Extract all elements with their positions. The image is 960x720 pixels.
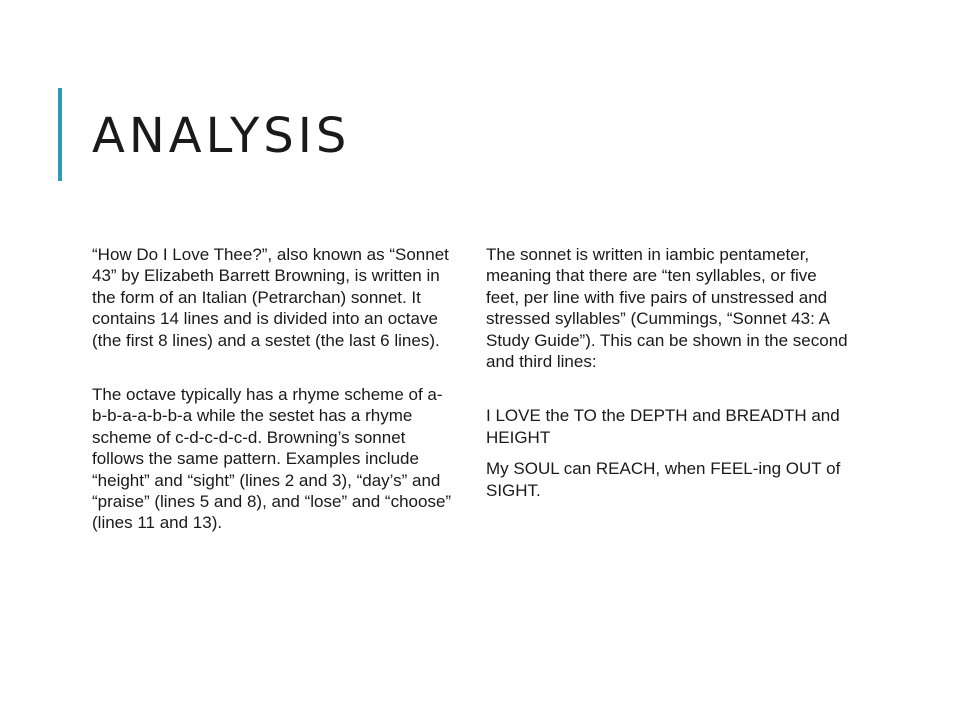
rhyme-scheme-paragraph: The octave typically has a rhyme scheme of a-b-b-a-a-b-b-a while the sestet has a rhyme scheme of c-d-c-d-c-d. Browning’s sonnet follows the same pattern. Examples include “height” and “sight” (lines 2 and 3), “day’s” and “praise” (lines 5 and 8), and “lose” and “choose” (lines 11 and 13). [92, 385, 452, 533]
example-line-2: I LOVE the TO the DEPTH and BREADTH and HEIGHT [486, 406, 840, 447]
slide-title: ANALYSIS [92, 108, 351, 164]
example-line-3: My SOUL can REACH, when FEEL-ing OUT of SIGHT. [486, 459, 841, 500]
left-text-column [92, 244, 452, 534]
right-text-column [486, 244, 850, 501]
title-accent-bar [58, 88, 62, 181]
sonnet-form-paragraph: “How Do I Love Thee?”, also known as “Sonnet 43” by Elizabeth Barrett Browning, is written in the form of an Italian (Petrarchan) sonnet. It contains 14 lines and is divided into an octave (the first 8 lines) and a sestet (the last 6 lines). [92, 245, 449, 350]
meter-paragraph: The sonnet is written in iambic pentameter, meaning that there are “ten syllables, or five feet, per line with five pairs of unstressed and stressed syllables” (Cummings, “Sonnet 43: A Study Guide”). This can be shown in the second and third lines: [486, 245, 848, 372]
